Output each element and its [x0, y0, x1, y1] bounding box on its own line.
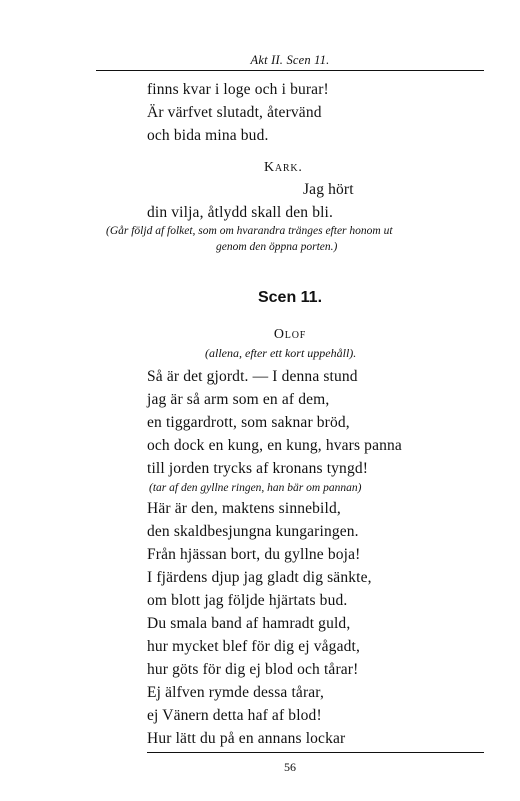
- stage-direction: (tar af den gyllne ringen, han bär om pannan): [149, 482, 362, 494]
- verse-line: finns kvar i loge och i burar!: [147, 81, 329, 98]
- running-header: Akt II. Scen 11.: [250, 53, 330, 67]
- verse-line: den skaldbesjungna kungaringen.: [147, 523, 359, 540]
- page-number: 56: [284, 760, 296, 774]
- verse-line: Så är det gjordt. — I denna stund: [147, 368, 358, 385]
- speaker-name: Kark.: [264, 160, 303, 175]
- verse-line: en tiggardrott, som saknar bröd,: [147, 414, 350, 431]
- scene-title: Scen 11.: [257, 289, 323, 306]
- stage-direction: genom den öppna porten.): [216, 241, 338, 253]
- stage-direction: (Går följd af folket, som om hvarandra tränges efter honom ut: [106, 225, 393, 237]
- verse-line: till jorden trycks af kronans tyngd!: [147, 460, 369, 477]
- verse-line: och bida mina bud.: [147, 127, 269, 144]
- verse-line: din vilja, åtlydd skall den bli.: [147, 204, 334, 221]
- verse-line: Är värfvet slutadt, återvänd: [147, 104, 322, 121]
- verse-line: I fjärdens djup jag gladt dig sänkte,: [147, 569, 372, 586]
- stage-direction: (allena, efter ett kort uppehåll).: [205, 346, 357, 360]
- footer-rule: [147, 752, 484, 753]
- verse-line: Jag hört: [303, 181, 354, 198]
- header-rule: [96, 70, 484, 71]
- verse-line: och dock en kung, en kung, hvars panna: [147, 437, 402, 454]
- verse-line: jag är så arm som en af dem,: [147, 391, 330, 408]
- verse-line: Ej älfven rymde dessa tårar,: [147, 684, 325, 701]
- verse-line: Hur lätt du på en annans lockar: [147, 730, 346, 747]
- speaker-name: Olof: [273, 327, 307, 342]
- verse-line: Du smala band af hamradt guld,: [147, 615, 351, 632]
- verse-line: hur mycket blef för dig ej vågadt,: [147, 638, 360, 655]
- verse-line: Från hjässan bort, du gyllne boja!: [147, 546, 361, 563]
- verse-line: hur göts för dig ej blod och tårar!: [147, 661, 359, 678]
- verse-line: om blott jag följde hjärtats bud.: [147, 592, 348, 609]
- verse-line: ej Vänern detta haf af blod!: [147, 707, 322, 724]
- verse-line: Här är den, maktens sinnebild,: [147, 500, 341, 517]
